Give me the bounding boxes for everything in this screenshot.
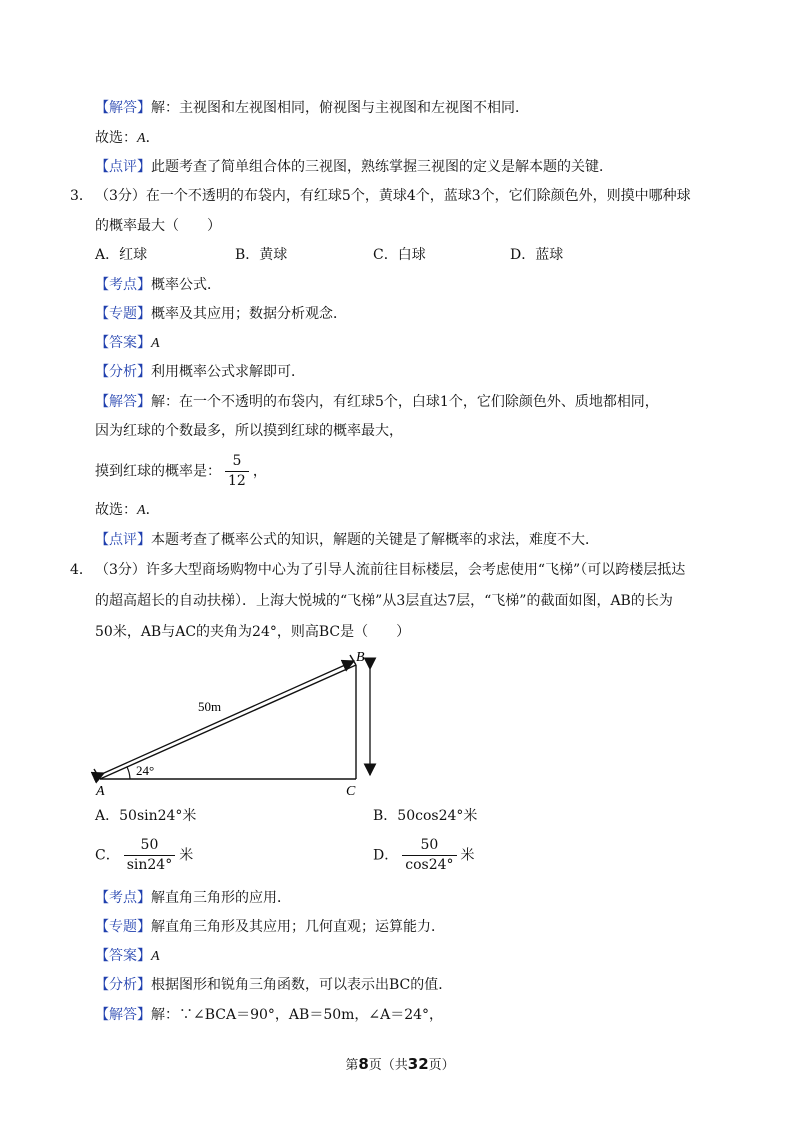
option-letter: B． bbox=[373, 808, 398, 824]
label-c: C bbox=[346, 784, 356, 799]
prob-prefix: 摸到红球的概率是： bbox=[95, 463, 221, 480]
q3-zhuanti bbox=[95, 304, 347, 324]
fraction-numerator: 50 bbox=[402, 836, 456, 856]
zhuanti-tag: 【专题】 bbox=[95, 919, 151, 935]
zhuanti-tag: 【专题】 bbox=[95, 306, 151, 322]
left-tick bbox=[94, 769, 100, 779]
option-letter: A． bbox=[95, 247, 120, 263]
q4-fenxi bbox=[95, 975, 452, 995]
q4-number: 4． bbox=[70, 562, 93, 578]
kaodian-text: 解直角三角形的应用． bbox=[151, 890, 291, 906]
fenxi-text: 利用概率公式求解即可． bbox=[151, 364, 305, 380]
choose-answer: A bbox=[137, 131, 146, 146]
q4-stem-line2: 的超高超长的自动扶梯）．上海大悦城的“飞梯”从3层直达7层，“飞梯”的截面如图，AB的长为 bbox=[95, 593, 673, 609]
choose-prefix: 故选： bbox=[95, 502, 137, 518]
option-text: 50sin24°米 bbox=[119, 808, 197, 824]
footer-prefix: 第 bbox=[345, 1058, 359, 1073]
prob-suffix: ， bbox=[252, 463, 267, 480]
q3-daan bbox=[95, 333, 160, 354]
jieda-tag: 【解答】 bbox=[95, 394, 151, 410]
fraction-denominator: sin24° bbox=[126, 857, 173, 873]
kaodian-tag: 【考点】 bbox=[95, 277, 151, 293]
daan-tag: 【答案】 bbox=[95, 335, 151, 351]
q3-option-b bbox=[235, 245, 287, 265]
dianping-tag: 【点评】 bbox=[95, 159, 151, 175]
dianping-text: 此题考查了简单组合体的三视图，熟练掌握三视图的定义是解本题的关键． bbox=[151, 159, 613, 175]
jieda-tag: 【解答】 bbox=[95, 1007, 151, 1023]
label-b: B bbox=[356, 650, 365, 665]
option-text: 白球 bbox=[397, 247, 426, 263]
option-unit: 米 bbox=[460, 847, 475, 864]
option-unit: 米 bbox=[179, 847, 194, 864]
q3-option-d bbox=[510, 245, 563, 265]
option-letter: D． bbox=[510, 247, 536, 263]
q3-fenxi bbox=[95, 362, 305, 382]
label-angle: 24° bbox=[136, 763, 155, 778]
escalator-figure bbox=[90, 645, 400, 800]
page-total: 32 bbox=[407, 1055, 429, 1073]
q3-jieda bbox=[95, 392, 659, 412]
q3-stem-line2: 的概率最大（ ） bbox=[95, 218, 221, 234]
dianping-tag: 【点评】 bbox=[95, 532, 151, 548]
choose-prefix: 故选： bbox=[95, 130, 137, 146]
q3-option-a bbox=[95, 245, 147, 265]
prob-fraction bbox=[225, 452, 249, 491]
zhuanti-text: 概率及其应用；数据分析观念． bbox=[151, 306, 347, 322]
kaodian-text: 概率公式． bbox=[151, 277, 221, 293]
choose-suffix: ． bbox=[145, 502, 160, 518]
q4-daan bbox=[95, 946, 160, 967]
q4-stem-line3: 50米，AB与AC的夹角为24°，则高BC是（ ） bbox=[95, 624, 411, 640]
fenxi-tag: 【分析】 bbox=[95, 364, 151, 380]
fraction-numerator: 50 bbox=[124, 836, 176, 856]
label-length: 50m bbox=[198, 699, 222, 714]
option-letter: B． bbox=[235, 247, 260, 263]
option-letter: A． bbox=[95, 808, 120, 824]
q4-option-c bbox=[95, 836, 193, 875]
daan-text: A bbox=[151, 336, 160, 351]
q3-number: 3． bbox=[70, 188, 93, 204]
prob-numerator: 5 bbox=[225, 452, 249, 472]
q2-choose bbox=[95, 128, 160, 149]
q4-option-b bbox=[373, 806, 477, 826]
option-letter: C． bbox=[373, 247, 398, 263]
choose-suffix: ． bbox=[145, 130, 160, 146]
q2-dianping bbox=[95, 157, 613, 177]
option-d-fraction bbox=[402, 836, 456, 875]
q4-option-a bbox=[95, 806, 196, 826]
option-text: 红球 bbox=[119, 247, 148, 263]
fenxi-text: 根据图形和锐角三角函数，可以表示出BC的值． bbox=[151, 977, 453, 993]
q4-stem-line1: （3分）许多大型商场购物中心为了引导人流前往目标楼层，会考虑使用“飞梯”（可以跨楼层抵达 bbox=[95, 562, 686, 578]
option-text: 黄球 bbox=[259, 247, 288, 263]
q4-zhuanti bbox=[95, 917, 445, 937]
length-arrow bbox=[104, 661, 354, 773]
option-text: 50cos24°米 bbox=[397, 808, 478, 824]
angle-arc bbox=[127, 767, 130, 779]
q3-kaodian bbox=[95, 275, 221, 295]
fenxi-tag: 【分析】 bbox=[95, 977, 151, 993]
page-footer bbox=[0, 1054, 800, 1073]
option-text: 蓝球 bbox=[535, 247, 564, 263]
jieda-tag: 【解答】 bbox=[95, 100, 151, 116]
q3-probability bbox=[95, 452, 267, 491]
prob-denominator: 12 bbox=[228, 473, 246, 489]
q4-jieda bbox=[95, 1005, 443, 1025]
slope-line bbox=[100, 665, 356, 779]
jieda-text: 解：在一个不透明的布袋内，有红球5个，白球1个，它们除颜色外、质地都相同， bbox=[151, 394, 659, 410]
kaodian-tag: 【考点】 bbox=[95, 890, 151, 906]
q3-stem-line1: （3分）在一个不透明的布袋内，有红球5个，黄球4个，蓝球3个，它们除颜色外，则摸中哪种球 bbox=[95, 188, 691, 204]
option-letter: C． bbox=[95, 847, 120, 864]
q3-dianping bbox=[95, 530, 599, 550]
footer-suffix: 页） bbox=[428, 1058, 455, 1073]
daan-text: A bbox=[151, 949, 160, 964]
jieda-text: 解：∵∠BCA＝90°，AB＝50m，∠A＝24°， bbox=[151, 1007, 444, 1023]
zhuanti-text: 解直角三角形及其应用；几何直观；运算能力． bbox=[151, 919, 445, 935]
option-letter: D． bbox=[373, 847, 399, 864]
q3-option-c bbox=[373, 245, 426, 265]
q4-kaodian bbox=[95, 888, 291, 908]
fraction-denominator: cos24° bbox=[405, 857, 454, 873]
daan-tag: 【答案】 bbox=[95, 948, 151, 964]
jieda-text: 解：主视图和左视图相同，俯视图与主视图和左视图不相同． bbox=[151, 100, 529, 116]
option-c-fraction bbox=[124, 836, 176, 875]
choose-answer: A bbox=[137, 503, 146, 518]
q4-option-d bbox=[373, 836, 475, 875]
footer-mid: 页（共 bbox=[368, 1058, 408, 1073]
page-number: 8 bbox=[358, 1055, 369, 1073]
q3-choose bbox=[95, 500, 160, 521]
label-a: A bbox=[96, 784, 105, 799]
q3-line2: 因为红球的个数最多，所以摸到红球的概率最大， bbox=[95, 423, 403, 439]
q2-jieda bbox=[95, 98, 529, 118]
dianping-text: 本题考查了概率公式的知识，解题的关键是了解概率的求法，难度不大． bbox=[151, 532, 599, 548]
